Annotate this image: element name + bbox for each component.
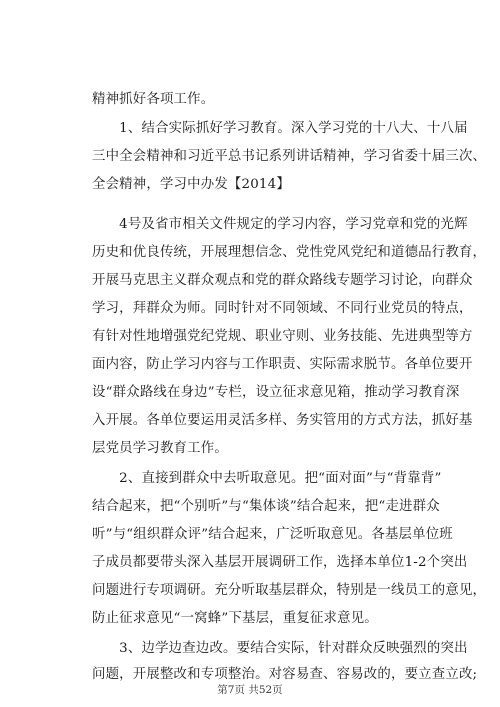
text-line: 面内容，防止学习内容与工作职责、实际需求脱节。各单位要开	[92, 357, 473, 372]
text-line: 精神抓好各项工作。	[92, 92, 215, 107]
text-line: 三中全会精神和习近平总书记系列讲话精神，学习省委十届三次、	[92, 149, 487, 164]
text-line: 全会精神，学习中办发【2014】	[92, 177, 290, 192]
text-line: 有针对性地增强党纪党规、职业守则、业务技能、先进典型等方	[92, 329, 473, 344]
text-line: 历史和优良传统，开展理想信念、党性党风党纪和道德品行教育，	[92, 245, 487, 260]
text-line: 1、结合实际抓好学习教育。深入学习党的十八大、十八届	[92, 121, 468, 136]
text-line: 防止征求意见“一窝蜂”下基层，重复征求意见。	[92, 611, 378, 626]
text-line: 4号及省市相关文件规定的学习内容，学习党章和党的光辉	[92, 217, 468, 232]
text-line: 入开展。各单位要运用灵活多样、务实管用的方式方法，抓好基	[92, 413, 473, 428]
page-number-footer: 第7页 共52页	[217, 684, 283, 696]
text-line: 设“群众路线在身边”专栏，设立征求意见箱，推动学习教育深	[92, 385, 460, 400]
text-line: 3、边学边查边改。要结合实际，针对群众反映强烈的突出	[92, 641, 468, 656]
text-line: 学习，拜群众为师。同时针对不同领域、不同行业党员的特点，	[92, 301, 473, 316]
text-line: 结合起来，把“个别听”与“集体谈”结合起来，把“走进群众	[92, 499, 440, 514]
text-line: 子成员都要带头深入基层开展调研工作，选择本单位1-2个突出	[92, 555, 468, 570]
text-line: 问题，开展整改和专项整治。对容易查、容易改的，要立查立改;	[92, 667, 478, 682]
text-line: 问题进行专项调研。充分听取基层群众，特别是一线员工的意见，	[92, 583, 487, 598]
text-line: 2、直接到群众中去听取意见。把“面对面”与“背靠背”	[92, 471, 442, 486]
text-line: 听”与“组织群众评”结合起来，广泛听取意见。各基层单位班	[92, 527, 453, 542]
text-line: 层党员学习教育工作。	[92, 441, 228, 456]
text-line: 开展马克思主义群众观点和党的群众路线专题学习讨论，向群众	[92, 273, 473, 288]
